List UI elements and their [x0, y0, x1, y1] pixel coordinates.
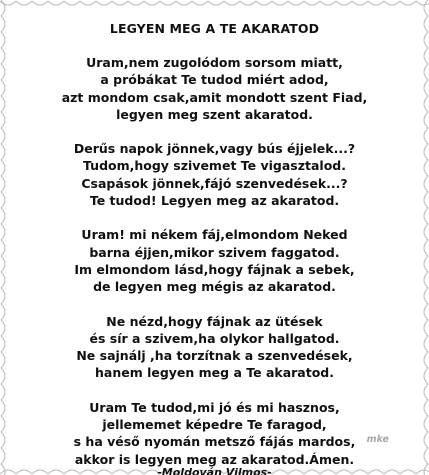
poem-line: és sír a szivem,ha olykor hallgatod. [89, 330, 340, 346]
poem-line: Csapások jönnek,fájó szenvedések...? [81, 175, 348, 191]
poem-line: legyen meg szent akaratod. [116, 106, 313, 122]
poem-line: Te tudod! Legyen meg az akaratod. [89, 193, 340, 209]
poem-line: azt mondom csak,amit mondott szent Fiad, [61, 89, 368, 105]
poem-line: de legyen meg mégis az akaratod. [93, 279, 336, 295]
stanza [0, 226, 429, 295]
poem-line: Im elmondom lásd,hogy fájnak a sebek, [74, 261, 355, 277]
poem-line: Uram! mi nékem fáj,elmondom Neked [81, 227, 348, 243]
stanza [0, 54, 429, 123]
poem-line: s ha véső nyomán metsző fájás mardos, [73, 434, 356, 450]
stanza-last [0, 399, 429, 475]
poem-line: Derűs napok jönnek,vagy bús éjjelek...? [73, 141, 356, 157]
poem-line: Ne sajnálj ,ha torzítnak a szenvedések, [76, 348, 353, 364]
poem-line: barna éjjen,mikor szivem faggatod. [89, 244, 340, 260]
signature-mark: mke [366, 434, 389, 445]
poem [0, 20, 429, 475]
poem-line: Uram,nem zugolódom sorsom miatt, [86, 55, 343, 70]
poem-line: jellememet képedre Te faragod, [102, 417, 327, 433]
stanza [0, 313, 429, 382]
poem-line: hanem legyen meg a Te akaratod. [94, 365, 334, 381]
poem-line: Uram Te tudod,mi jó és mi hasznos, [89, 399, 340, 415]
poem-line: a próbákat Te tudod miért adod, [100, 72, 329, 88]
stanza [0, 140, 429, 209]
poem-author: -Moldován Vilmos- [157, 465, 272, 475]
poem-line: Ne nézd,hogy fájnak az ütések [106, 313, 323, 329]
poem-line: Tudom,hogy szivemet Te vigasztalod. [83, 158, 346, 174]
poem-line: akkor is legyen meg az akaratod.Ámen. [74, 451, 355, 467]
poem-title: LEGYEN MEG A TE AKARATOD [109, 21, 320, 36]
scalloped-border-top [0, 0, 429, 10]
